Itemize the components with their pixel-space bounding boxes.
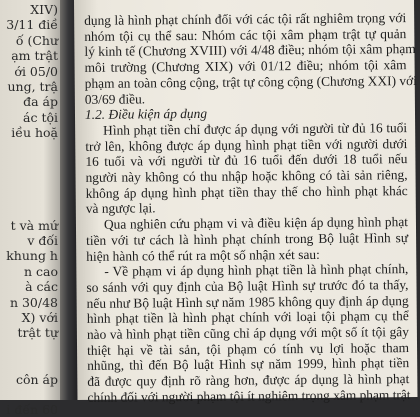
left-page-fragment: X) với [21,310,58,325]
body-text-line: nhóm tội cụ thể sau: Nhóm các tội xâm phạm trật tự quản [84,25,407,44]
left-page-fragment: ố (Chư [15,32,58,48]
left-page [0,0,62,417]
body-text-line: môi trường (Chương XIX) với 01/12 điều; nhóm tội xâm [84,57,407,76]
body-text-line: người này không có thu nhập hoặc không có tài sản riêng, [85,167,408,185]
left-page-fragment: i đến 60 [6,402,58,417]
left-page-fragment: ới 05/0 [14,63,58,79]
body-text-line: 03/69 điều. [84,90,146,107]
left-page-fragment: v đối [27,233,58,248]
left-page-fragment: trật tự [17,325,58,341]
body-text-line: nếu như Bộ luật Hình sự năm 1985 không quy định áp dụng [86,292,409,311]
left-page-fragment: t và mứ [10,217,58,233]
left-page-fragment: khung h [6,248,58,264]
section-heading: 1.2. Điều kiện áp dụng [84,106,208,123]
body-text-line: thiệt hại về tài sản, tội phạm có tính vụ lợi hoặc tham [86,339,410,358]
body-text-line: - Về phạm vi áp dụng hình phạt tiền là hình phạt chính, [104,261,409,279]
body-text-line: không áp dụng hình phạt tiền thay thế cho hình phạt khác [85,182,408,201]
body-text-line: chính đối với người phạm tội ít nghiêm trọng xâm phạm trật [87,386,411,405]
body-text-line: nhũng, thì đến Bộ luật Hình sự năm 1999, hình phạt tiền [87,355,410,374]
body-text-line: hiện hành có thể rút ra một số nhận xét sau: [86,246,320,264]
body-text-line: 16 tuổi và với người từ đủ 16 tuổi đến dưới 18 tuổi nếu [85,151,408,170]
body-text-line: so sánh với quy định của Bộ luật Hình sự trước đó ta thấy, [86,276,409,295]
body-text-line: Qua nghiên cứu phạm vi và điều kiện áp dụng hình phạt [103,214,409,232]
body-text-line: nào và hình phạt tiền cũng chỉ áp dụng với một số ít tội gây [86,324,409,342]
body-text-line: phạm an toàn công cộng, trật tự công cộng (Chương XXI) với [84,72,417,91]
left-page-fragment: đa áp [23,94,58,110]
body-text-line: Hình phạt tiền chỉ được áp dụng với người từ đủ 16 tuổi [103,119,408,138]
body-text-line: lý kinh tế (Chương XVIII) với 4/48 điều; nhóm tội xâm phạm [84,41,416,60]
body-text-line: dụng là hình phạt chính đối với các tội rất nghiêm trọng với [84,10,407,28]
left-page-fragment: n cao [23,263,58,279]
body-text-line: trở lên, không được áp dụng hình phạt tiền với người dưới [85,135,408,154]
left-page-fragment: ác tội [23,109,58,125]
left-page-fragment: côn áp [15,371,58,387]
body-text-line: hình phạt tiền là hình phạt chính với loại tội phạm cụ thể [86,308,409,327]
left-page-fragment: 3/11 điề [6,17,58,33]
left-page-fragment: à các [25,279,58,295]
body-text-line: tiền với tư cách là hình phạt chính trong Bộ luật Hình sự [86,229,409,248]
left-page-fragment: XIV) [30,2,58,17]
left-page-fragment: n 30/48 [9,294,58,310]
body-text-line: và ngược lại. [85,200,156,217]
right-page [74,0,417,405]
body-text-line: đã được quy định rõ ràng hơn, được áp dụng là hình phạt [87,371,410,389]
left-page-fragment: ung, trậ [7,79,58,94]
left-page-fragment: ạm trật [11,48,58,64]
left-page-fragment: iều hoặ [11,125,58,141]
